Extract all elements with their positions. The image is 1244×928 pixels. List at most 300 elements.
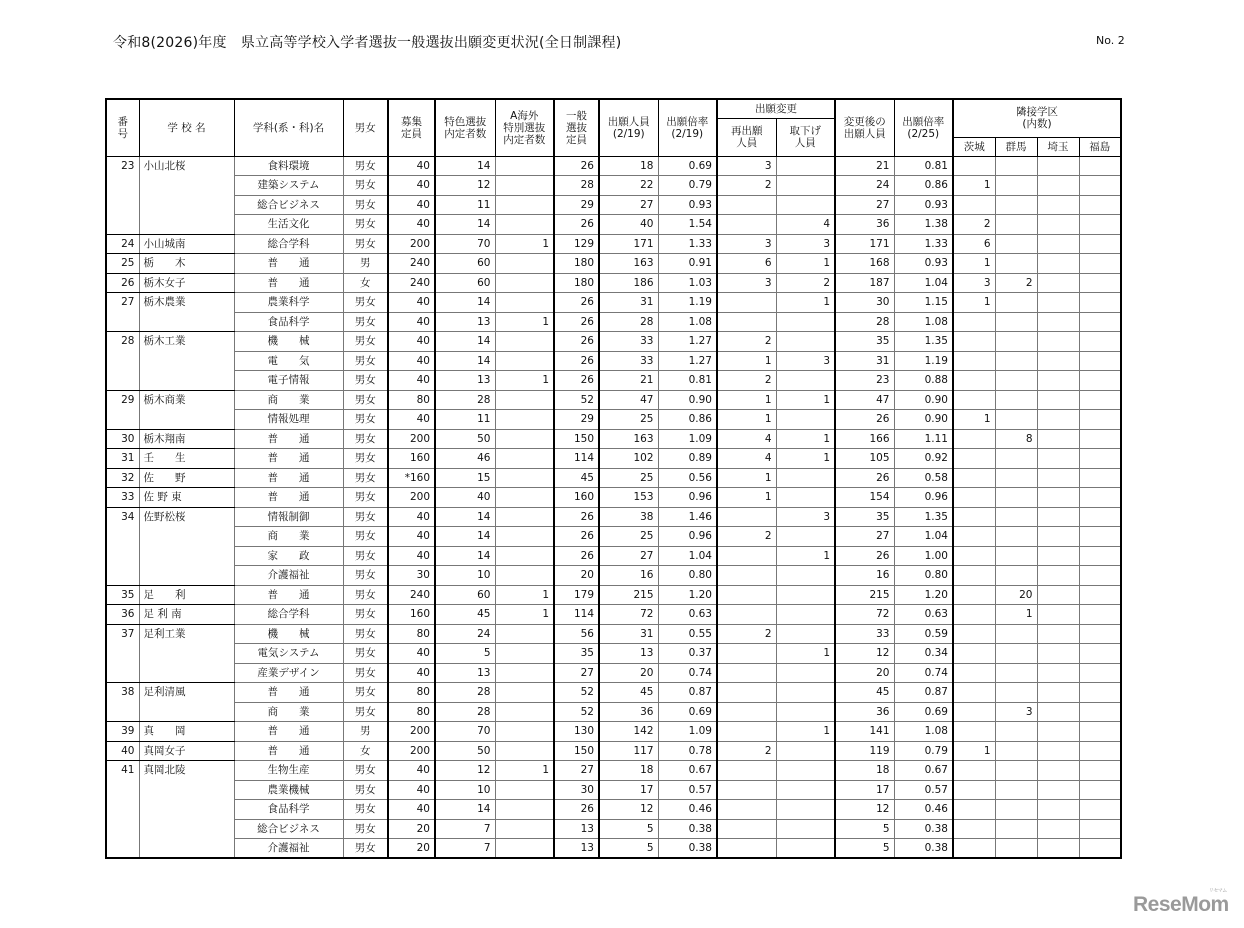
tokushoku-cell: 24 — [435, 624, 495, 644]
kaigai-cell — [495, 293, 554, 313]
header-school: 学 校 名 — [139, 99, 234, 156]
fukushima-cell — [1079, 507, 1121, 527]
dept-cell: 普 通 — [234, 585, 343, 605]
withdraw-cell: 3 — [776, 351, 835, 371]
sex-cell: 男女 — [343, 761, 388, 781]
dept-cell: 食品科学 — [234, 312, 343, 332]
dept-cell: 情報処理 — [234, 410, 343, 430]
withdraw-cell — [776, 488, 835, 508]
fukushima-cell — [1079, 254, 1121, 274]
quota-cell: 40 — [388, 176, 435, 196]
kaigai-cell — [495, 546, 554, 566]
applicants-cell: 18 — [599, 156, 658, 176]
withdraw-cell: 1 — [776, 293, 835, 313]
applicants-cell: 12 — [599, 800, 658, 820]
ippan-cell: 27 — [554, 761, 599, 781]
reapply-cell: 3 — [717, 234, 776, 254]
ratio-cell: 0.78 — [658, 741, 717, 761]
sex-cell: 男 — [343, 254, 388, 274]
after-cell: 12 — [835, 644, 894, 664]
header-ratio2: 出願倍率 (2/25) — [894, 99, 953, 156]
after-cell: 154 — [835, 488, 894, 508]
saitama-cell — [1037, 234, 1079, 254]
reapply-cell — [717, 566, 776, 586]
ratio2-cell: 0.88 — [894, 371, 953, 391]
kaigai-cell — [495, 215, 554, 235]
reapply-cell: 1 — [717, 468, 776, 488]
kaigai-cell: 1 — [495, 371, 554, 391]
fukushima-cell — [1079, 410, 1121, 430]
table-row — [106, 722, 1121, 742]
ratio-cell: 0.55 — [658, 624, 717, 644]
ratio-cell: 0.79 — [658, 176, 717, 196]
dept-cell: 介護福祉 — [234, 839, 343, 859]
quota-cell: 80 — [388, 624, 435, 644]
table-row — [106, 410, 1121, 430]
dept-cell: 建築システム — [234, 176, 343, 196]
saitama-cell — [1037, 215, 1079, 235]
ippan-cell: 30 — [554, 780, 599, 800]
ibaraki-cell — [953, 644, 995, 664]
ratio2-cell: 0.34 — [894, 644, 953, 664]
kaigai-cell — [495, 624, 554, 644]
saitama-cell — [1037, 780, 1079, 800]
table-row — [106, 390, 1121, 410]
reapply-cell: 1 — [717, 351, 776, 371]
applicants-cell: 18 — [599, 761, 658, 781]
ratio2-cell: 1.35 — [894, 507, 953, 527]
saitama-cell — [1037, 351, 1079, 371]
dept-cell: 電子情報 — [234, 371, 343, 391]
ratio2-cell: 1.38 — [894, 215, 953, 235]
school-name-cell: 栃木農業 — [139, 293, 234, 332]
applicants-cell: 142 — [599, 722, 658, 742]
saitama-cell — [1037, 527, 1079, 547]
gunma-cell — [995, 371, 1037, 391]
withdraw-cell — [776, 683, 835, 703]
after-cell: 21 — [835, 156, 894, 176]
table-row — [106, 546, 1121, 566]
dept-cell: 電 気 — [234, 351, 343, 371]
kaigai-cell — [495, 351, 554, 371]
gunma-cell — [995, 410, 1037, 430]
reapply-cell: 2 — [717, 527, 776, 547]
ippan-cell: 26 — [554, 293, 599, 313]
reapply-cell: 3 — [717, 156, 776, 176]
tokushoku-cell: 10 — [435, 566, 495, 586]
table-row — [106, 624, 1121, 644]
ibaraki-cell — [953, 683, 995, 703]
ibaraki-cell — [953, 585, 995, 605]
ippan-cell: 180 — [554, 254, 599, 274]
ratio2-cell: 1.08 — [894, 312, 953, 332]
gunma-cell — [995, 683, 1037, 703]
sex-cell: 男女 — [343, 839, 388, 859]
ibaraki-cell — [953, 351, 995, 371]
tokushoku-cell: 13 — [435, 371, 495, 391]
fukushima-cell — [1079, 624, 1121, 644]
ippan-cell: 26 — [554, 156, 599, 176]
reapply-cell: 3 — [717, 273, 776, 293]
school-name-cell: 佐 野 東 — [139, 488, 234, 508]
sex-cell: 男女 — [343, 644, 388, 664]
withdraw-cell — [776, 312, 835, 332]
school-no-cell: 41 — [106, 761, 139, 859]
saitama-cell — [1037, 449, 1079, 469]
header-kaigai: A海外 特別選抜 内定者数 — [495, 99, 554, 156]
tokushoku-cell: 60 — [435, 585, 495, 605]
withdraw-cell — [776, 605, 835, 625]
ippan-cell: 52 — [554, 702, 599, 722]
dept-cell: 普 通 — [234, 449, 343, 469]
after-cell: 141 — [835, 722, 894, 742]
school-no-cell: 38 — [106, 683, 139, 722]
ratio-cell: 0.86 — [658, 410, 717, 430]
school-no-cell: 23 — [106, 156, 139, 234]
ibaraki-cell: 1 — [953, 293, 995, 313]
sex-cell: 男女 — [343, 624, 388, 644]
gunma-cell — [995, 293, 1037, 313]
quota-cell: 160 — [388, 449, 435, 469]
gunma-cell — [995, 254, 1037, 274]
ratio-cell: 0.37 — [658, 644, 717, 664]
withdraw-cell: 4 — [776, 215, 835, 235]
tokushoku-cell: 60 — [435, 273, 495, 293]
school-name-cell: 足 利 — [139, 585, 234, 605]
tokushoku-cell: 14 — [435, 507, 495, 527]
dept-cell: 普 通 — [234, 741, 343, 761]
quota-cell: *160 — [388, 468, 435, 488]
ratio-cell: 1.54 — [658, 215, 717, 235]
saitama-cell — [1037, 741, 1079, 761]
ippan-cell: 26 — [554, 312, 599, 332]
ippan-cell: 29 — [554, 410, 599, 430]
kaigai-cell — [495, 449, 554, 469]
school-no-cell: 36 — [106, 605, 139, 625]
fukushima-cell — [1079, 429, 1121, 449]
dept-cell: 商 業 — [234, 702, 343, 722]
ippan-cell: 13 — [554, 839, 599, 859]
ratio-cell: 1.19 — [658, 293, 717, 313]
table-row — [106, 683, 1121, 703]
quota-cell: 30 — [388, 566, 435, 586]
kaigai-cell — [495, 683, 554, 703]
school-name-cell: 真岡女子 — [139, 741, 234, 761]
ippan-cell: 20 — [554, 566, 599, 586]
fukushima-cell — [1079, 546, 1121, 566]
fukushima-cell — [1079, 156, 1121, 176]
dept-cell: 普 通 — [234, 429, 343, 449]
quota-cell: 40 — [388, 546, 435, 566]
ratio-cell: 1.46 — [658, 507, 717, 527]
tokushoku-cell: 50 — [435, 741, 495, 761]
sex-cell: 男女 — [343, 663, 388, 683]
dept-cell: 食品科学 — [234, 800, 343, 820]
fukushima-cell — [1079, 371, 1121, 391]
sex-cell: 男女 — [343, 468, 388, 488]
tokushoku-cell: 14 — [435, 293, 495, 313]
header-saitama: 埼玉 — [1037, 137, 1079, 156]
reapply-cell: 6 — [717, 254, 776, 274]
gunma-cell — [995, 644, 1037, 664]
tokushoku-cell: 14 — [435, 215, 495, 235]
tokushoku-cell: 28 — [435, 683, 495, 703]
tokushoku-cell: 10 — [435, 780, 495, 800]
ibaraki-cell — [953, 722, 995, 742]
applicants-cell: 22 — [599, 176, 658, 196]
tokushoku-cell: 14 — [435, 351, 495, 371]
school-no-cell: 40 — [106, 741, 139, 761]
ratio-cell: 1.09 — [658, 429, 717, 449]
reapply-cell — [717, 683, 776, 703]
dept-cell: 産業デザイン — [234, 663, 343, 683]
ratio-cell: 1.33 — [658, 234, 717, 254]
applicants-cell: 13 — [599, 644, 658, 664]
fukushima-cell — [1079, 722, 1121, 742]
gunma-cell — [995, 351, 1037, 371]
ibaraki-cell — [953, 566, 995, 586]
ratio2-cell: 0.90 — [894, 410, 953, 430]
after-cell: 5 — [835, 839, 894, 859]
sex-cell: 男女 — [343, 507, 388, 527]
kaigai-cell — [495, 390, 554, 410]
after-cell: 30 — [835, 293, 894, 313]
after-cell: 119 — [835, 741, 894, 761]
ibaraki-cell — [953, 371, 995, 391]
header-ibaraki: 茨城 — [953, 137, 995, 156]
ratio2-cell: 0.92 — [894, 449, 953, 469]
quota-cell: 20 — [388, 839, 435, 859]
applicants-cell: 27 — [599, 546, 658, 566]
tokushoku-cell: 14 — [435, 527, 495, 547]
header-fukushima: 福島 — [1079, 137, 1121, 156]
applicants-cell: 31 — [599, 624, 658, 644]
tokushoku-cell: 70 — [435, 722, 495, 742]
applicants-cell: 33 — [599, 332, 658, 352]
dept-cell: 商 業 — [234, 527, 343, 547]
reapply-cell — [717, 585, 776, 605]
sex-cell: 男女 — [343, 780, 388, 800]
school-no-cell: 24 — [106, 234, 139, 254]
saitama-cell — [1037, 488, 1079, 508]
table-row — [106, 312, 1121, 332]
ratio2-cell: 0.58 — [894, 468, 953, 488]
withdraw-cell: 1 — [776, 254, 835, 274]
table-row — [106, 585, 1121, 605]
ratio-cell: 0.38 — [658, 839, 717, 859]
table-row — [106, 741, 1121, 761]
kaigai-cell — [495, 741, 554, 761]
kaigai-cell — [495, 429, 554, 449]
withdraw-cell — [776, 156, 835, 176]
kaigai-cell — [495, 273, 554, 293]
dept-cell: 農業機械 — [234, 780, 343, 800]
tokushoku-cell: 14 — [435, 546, 495, 566]
fukushima-cell — [1079, 390, 1121, 410]
gunma-cell — [995, 819, 1037, 839]
after-cell: 72 — [835, 605, 894, 625]
gunma-cell — [995, 449, 1037, 469]
ratio2-cell: 0.86 — [894, 176, 953, 196]
applicants-cell: 28 — [599, 312, 658, 332]
dept-cell: 普 通 — [234, 254, 343, 274]
ratio-cell: 0.46 — [658, 800, 717, 820]
ratio2-cell: 0.38 — [894, 839, 953, 859]
school-name-cell: 佐 野 — [139, 468, 234, 488]
table-row — [106, 273, 1121, 293]
withdraw-cell — [776, 663, 835, 683]
school-name-cell: 真 岡 — [139, 722, 234, 742]
kaigai-cell — [495, 780, 554, 800]
tokushoku-cell: 12 — [435, 761, 495, 781]
school-no-cell: 29 — [106, 390, 139, 429]
ratio2-cell: 1.04 — [894, 273, 953, 293]
dept-cell: 食料環境 — [234, 156, 343, 176]
fukushima-cell — [1079, 585, 1121, 605]
fukushima-cell — [1079, 566, 1121, 586]
applicants-cell: 47 — [599, 390, 658, 410]
ratio-cell: 0.69 — [658, 156, 717, 176]
table-row — [106, 780, 1121, 800]
reapply-cell: 2 — [717, 624, 776, 644]
withdraw-cell — [776, 819, 835, 839]
header-applicants: 出願人員 (2/19) — [599, 99, 658, 156]
gunma-cell — [995, 761, 1037, 781]
ratio-cell: 0.57 — [658, 780, 717, 800]
ibaraki-cell — [953, 527, 995, 547]
tokushoku-cell: 13 — [435, 663, 495, 683]
quota-cell: 40 — [388, 332, 435, 352]
tokushoku-cell: 46 — [435, 449, 495, 469]
table-row — [106, 566, 1121, 586]
ratio-cell: 0.90 — [658, 390, 717, 410]
withdraw-cell — [776, 585, 835, 605]
dept-cell: 電気システム — [234, 644, 343, 664]
dept-cell: 機 械 — [234, 624, 343, 644]
gunma-cell — [995, 839, 1037, 859]
applicants-cell: 45 — [599, 683, 658, 703]
after-cell: 20 — [835, 663, 894, 683]
fukushima-cell — [1079, 819, 1121, 839]
header-ippan: 一般 選抜 定員 — [554, 99, 599, 156]
ibaraki-cell: 1 — [953, 410, 995, 430]
ratio-cell: 0.63 — [658, 605, 717, 625]
withdraw-cell — [776, 371, 835, 391]
gunma-cell: 8 — [995, 429, 1037, 449]
kaigai-cell — [495, 663, 554, 683]
school-no-cell: 27 — [106, 293, 139, 332]
gunma-cell: 1 — [995, 605, 1037, 625]
sex-cell: 男女 — [343, 234, 388, 254]
dept-cell: 生物生産 — [234, 761, 343, 781]
dept-cell: 家 政 — [234, 546, 343, 566]
quota-cell: 240 — [388, 254, 435, 274]
ratio-cell: 0.87 — [658, 683, 717, 703]
table-row — [106, 215, 1121, 235]
table-row — [106, 800, 1121, 820]
applicants-cell: 5 — [599, 839, 658, 859]
kaigai-cell — [495, 819, 554, 839]
tokushoku-cell: 14 — [435, 332, 495, 352]
after-cell: 105 — [835, 449, 894, 469]
fukushima-cell — [1079, 741, 1121, 761]
after-cell: 12 — [835, 800, 894, 820]
kaigai-cell — [495, 410, 554, 430]
applicants-cell: 33 — [599, 351, 658, 371]
sex-cell: 男女 — [343, 683, 388, 703]
ibaraki-cell — [953, 312, 995, 332]
withdraw-cell — [776, 780, 835, 800]
quota-cell: 160 — [388, 605, 435, 625]
header-ratio: 出願倍率 (2/19) — [658, 99, 717, 156]
sex-cell: 男女 — [343, 195, 388, 215]
ibaraki-cell — [953, 702, 995, 722]
tokushoku-cell: 40 — [435, 488, 495, 508]
table-row — [106, 429, 1121, 449]
applicants-cell: 16 — [599, 566, 658, 586]
ratio2-cell: 1.04 — [894, 527, 953, 547]
after-cell: 17 — [835, 780, 894, 800]
tokushoku-cell: 60 — [435, 254, 495, 274]
dept-cell: 総合学科 — [234, 605, 343, 625]
saitama-cell — [1037, 332, 1079, 352]
saitama-cell — [1037, 722, 1079, 742]
withdraw-cell: 1 — [776, 644, 835, 664]
kaigai-cell — [495, 332, 554, 352]
ratio-cell: 1.09 — [658, 722, 717, 742]
ratio2-cell: 1.15 — [894, 293, 953, 313]
ratio2-cell: 0.96 — [894, 488, 953, 508]
quota-cell: 40 — [388, 644, 435, 664]
ratio-cell: 0.69 — [658, 702, 717, 722]
school-no-cell: 30 — [106, 429, 139, 449]
school-name-cell: 佐野松桜 — [139, 507, 234, 585]
header-no: 番 号 — [106, 99, 139, 156]
ibaraki-cell — [953, 663, 995, 683]
kaigai-cell — [495, 507, 554, 527]
table-row — [106, 234, 1121, 254]
tokushoku-cell: 14 — [435, 156, 495, 176]
applicants-cell: 215 — [599, 585, 658, 605]
saitama-cell — [1037, 273, 1079, 293]
sex-cell: 男女 — [343, 351, 388, 371]
withdraw-cell: 1 — [776, 449, 835, 469]
ratio2-cell: 1.08 — [894, 722, 953, 742]
header-sex: 男女 — [343, 99, 388, 156]
reapply-cell — [717, 800, 776, 820]
ibaraki-cell — [953, 605, 995, 625]
applicants-cell: 163 — [599, 429, 658, 449]
table-row — [106, 293, 1121, 313]
sex-cell: 男女 — [343, 819, 388, 839]
quota-cell: 200 — [388, 741, 435, 761]
kaigai-cell — [495, 488, 554, 508]
reapply-cell: 2 — [717, 741, 776, 761]
ippan-cell: 45 — [554, 468, 599, 488]
school-name-cell: 足 利 南 — [139, 605, 234, 625]
gunma-cell — [995, 663, 1037, 683]
ratio2-cell: 0.74 — [894, 663, 953, 683]
reapply-cell — [717, 644, 776, 664]
ibaraki-cell — [953, 800, 995, 820]
ibaraki-cell: 1 — [953, 176, 995, 196]
ibaraki-cell — [953, 390, 995, 410]
quota-cell: 40 — [388, 156, 435, 176]
reapply-cell: 1 — [717, 410, 776, 430]
header-after: 変更後の 出願人員 — [835, 99, 894, 156]
ibaraki-cell — [953, 624, 995, 644]
quota-cell: 40 — [388, 195, 435, 215]
